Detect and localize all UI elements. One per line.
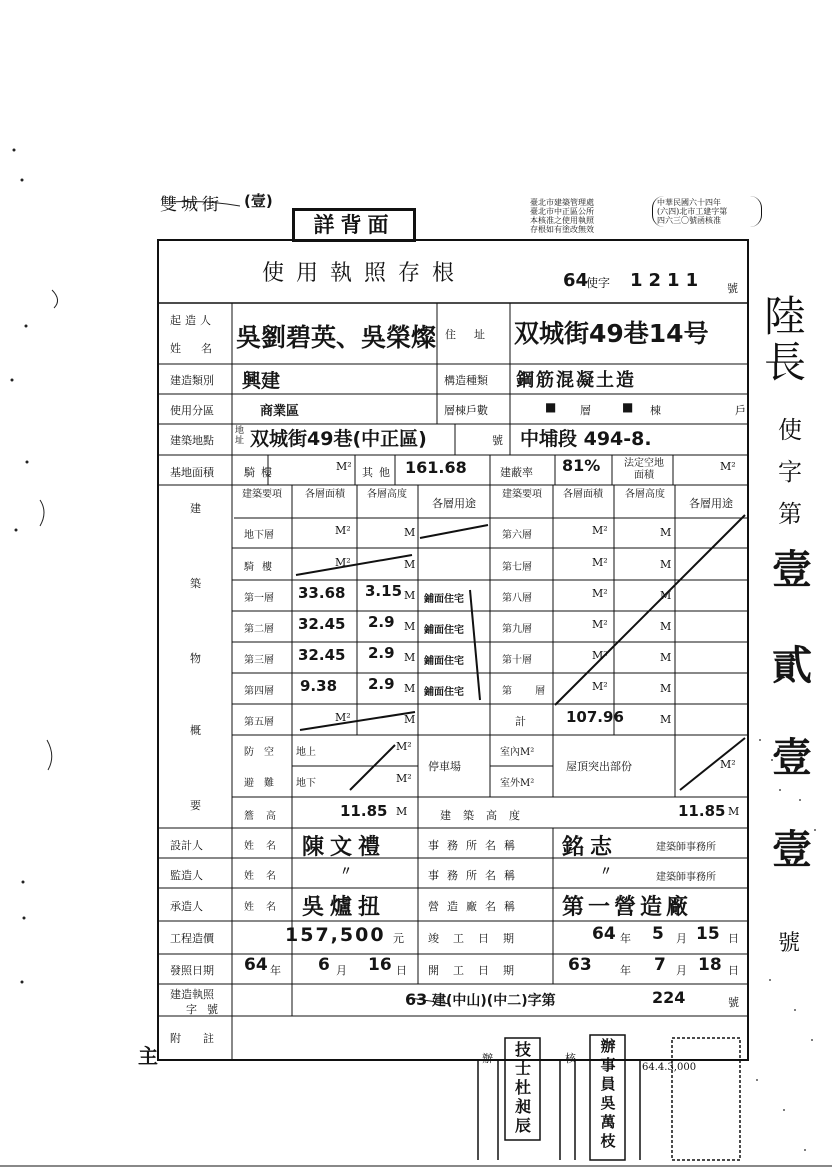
designer-name: 陳文禮	[302, 835, 387, 860]
margin-mark: 主	[138, 1044, 158, 1068]
handled-label: 辦	[482, 1052, 493, 1065]
right-edge-small-3: 第	[778, 500, 802, 528]
designer-office: 銘志	[562, 835, 619, 860]
eaves-unit: M	[396, 805, 408, 818]
finish-month: 5	[652, 924, 664, 944]
shelter-label-bottom: 避難	[244, 778, 284, 789]
designer-office-suffix: 建築師事務所	[656, 842, 716, 853]
right-edge-seal-4: 壹	[772, 827, 812, 873]
right-edge-big-2: 長	[764, 338, 807, 387]
summary-side-label-2: 築	[190, 577, 201, 590]
permit-number: 1211	[630, 270, 705, 291]
structure-label: 構造種類	[444, 374, 488, 387]
contractor-factory-label: 營造廠名稱	[428, 900, 523, 913]
floor-count-mark: ■	[545, 400, 557, 414]
right-edge-big-1: 陸	[764, 292, 807, 341]
finish-year: 64	[592, 924, 616, 944]
start-label: 開工日期	[428, 964, 528, 977]
contractor-role: 承造人	[170, 900, 203, 913]
contractor-factory: 第一營造廠	[562, 895, 693, 920]
parking-outdoor: 室外M²	[500, 778, 535, 789]
site-prefix: 地址	[235, 426, 245, 446]
shelter-above-unit: M²	[396, 740, 412, 753]
land-arcade-unit: M²	[336, 460, 352, 473]
header-right-use: 各層用途	[689, 497, 733, 510]
note-label: 附註	[170, 1032, 236, 1045]
cost-unit: 元	[393, 932, 404, 945]
permit-number-suffix: 號	[727, 282, 738, 295]
start-year: 63	[568, 955, 592, 975]
coverage-label: 建蔽率	[500, 466, 533, 479]
header-left-use: 各層用途	[432, 497, 476, 510]
summary-side-label-4: 概	[190, 724, 201, 737]
approval-note: 臺北市建築管理處 臺北市中正區公所 本核准之使用執照 存根如有塗改無效	[530, 198, 594, 234]
supervisor-office-suffix: 建築師事務所	[656, 872, 716, 883]
designer-office-label: 事務所名稱	[428, 839, 523, 852]
lot-value: 中埔段 494-8.	[520, 428, 652, 450]
right-edge-small-1: 使	[778, 416, 802, 444]
building-height-unit: M	[728, 805, 740, 818]
site-label: 建築地點	[170, 434, 214, 447]
header-left-item: 建築要項	[242, 489, 282, 500]
header-right-item: 建築要項	[502, 489, 542, 500]
permit-number-prefix: 64	[563, 270, 589, 291]
issue-year: 64	[244, 955, 268, 975]
coverage-value: 81%	[562, 456, 601, 475]
lot-label: 號	[492, 434, 503, 447]
supervisor-name-mark: 〃	[340, 864, 353, 878]
building-height-value: 11.85	[678, 802, 726, 820]
designer-name-label: 姓名	[244, 841, 288, 852]
supervisor-office-label: 事務所名稱	[428, 869, 523, 882]
summary-side-label-1: 建	[190, 502, 201, 515]
start-month: 7	[654, 955, 666, 975]
permit-label-bottom: 字號	[186, 1003, 228, 1016]
district-label: 雙城街	[160, 195, 223, 215]
address-value: 双城街49巷14号	[514, 319, 709, 348]
detail-overleaf-stamp: 詳背面	[292, 208, 416, 242]
permit-label-top: 建造執照	[170, 988, 214, 1001]
permit-suffix: 號	[728, 996, 739, 1009]
issue-day-unit: 日	[396, 964, 407, 977]
issue-month: 6	[318, 955, 330, 975]
builder-label-top: 起造人	[170, 314, 215, 327]
bldg-unit: 棟	[650, 404, 661, 417]
roof-label: 屋頂突出部份	[566, 760, 632, 773]
floors-label: 層棟戶數	[444, 404, 488, 417]
land-other-value: 161.68	[405, 458, 467, 477]
approval-note-paren: 中華民國六十四年 (六四)北市工建字第 四六三〇號函核准	[652, 196, 762, 227]
start-day-unit: 日	[728, 964, 739, 977]
header-left-area: 各層面積	[305, 489, 345, 500]
summary-side-label-5: 要	[190, 799, 201, 812]
district-mark: (壹)	[244, 192, 273, 210]
technician-stamp: 技 士 杜 昶 辰	[514, 1040, 531, 1135]
contractor-name-label: 姓名	[244, 902, 288, 913]
issue-month-unit: 月	[336, 964, 347, 977]
permit-number-char: 使字	[586, 276, 611, 290]
header-left-height: 各層高度	[367, 489, 407, 500]
bldg-count-mark: ■	[622, 400, 634, 414]
shelter-below-unit: M²	[396, 772, 412, 785]
right-edge-small-2: 字	[778, 458, 802, 486]
cost-value: 157,500	[285, 924, 386, 946]
issue-label: 發照日期	[170, 964, 214, 977]
form-title: 使用執照存根	[262, 261, 467, 286]
structure-value: 鋼筋混凝土造	[516, 370, 636, 391]
parking-indoor: 室內M²	[500, 747, 535, 758]
issue-year-unit: 年	[270, 964, 281, 977]
header-right-height: 各層高度	[625, 489, 665, 500]
cost-label: 工程造價	[170, 932, 214, 945]
right-edge-seal-3: 壹	[772, 735, 812, 781]
builder-label-bottom: 姓名	[170, 342, 232, 355]
address-label: 住址	[445, 328, 503, 341]
land-other: 其他	[362, 466, 396, 479]
land-label: 基地面積	[170, 466, 214, 479]
finish-year-unit: 年	[620, 932, 631, 945]
build-type-value: 興建	[242, 370, 281, 392]
summary-side-label-3: 物	[190, 652, 201, 665]
header-right-area: 各層面積	[563, 489, 603, 500]
right-edge-seal-2: 貳	[772, 643, 812, 689]
builder-name: 吳劉碧英、吳榮燦	[236, 323, 437, 352]
site-value: 双城街49巷(中正區)	[250, 428, 427, 450]
finish-label: 竣工日期	[428, 932, 528, 945]
print-mark: 64.4.3,000	[642, 1062, 697, 1073]
shelter-below: 地下	[296, 778, 316, 789]
permit-mid: 建(中山)(中二)字第	[432, 993, 556, 1009]
clerk-stamp: 辦 事 員 吳 萬 枝	[600, 1037, 616, 1150]
land-arcade: 騎樓	[244, 466, 278, 479]
zone-label: 使用分區	[170, 404, 214, 417]
checked-label: 核	[565, 1052, 576, 1065]
finish-month-unit: 月	[676, 932, 687, 945]
permit-num: 224	[652, 988, 686, 1007]
finish-day-unit: 日	[728, 932, 739, 945]
supervisor-name-label: 姓名	[244, 871, 288, 882]
legal-open-label: 法定空地面積	[624, 458, 664, 481]
permit-prefix: 63	[405, 990, 428, 1009]
build-type-label: 建造類別	[170, 374, 214, 387]
issue-day: 16	[368, 955, 392, 975]
finish-day: 15	[696, 924, 720, 944]
supervisor-role: 監造人	[170, 869, 203, 882]
supervisor-office-mark: 〃	[600, 864, 613, 878]
building-height-label: 建築高度	[440, 809, 532, 822]
shelter-label-top: 防空	[244, 747, 284, 758]
right-edge-end: 號	[778, 931, 801, 956]
start-day: 18	[698, 955, 722, 975]
eaves-label: 簷高	[244, 811, 288, 822]
roof-unit: M²	[720, 758, 736, 771]
unit-unit: 戶	[735, 404, 746, 417]
zone-value: 商業區	[260, 404, 300, 419]
parking-label: 停車場	[428, 760, 461, 773]
floor-unit: 層	[580, 404, 591, 417]
start-month-unit: 月	[676, 964, 687, 977]
legal-open-unit: M²	[720, 460, 736, 473]
contractor-name: 吳爐扭	[302, 895, 387, 920]
start-year-unit: 年	[620, 964, 631, 977]
eaves-value: 11.85	[340, 802, 388, 820]
right-edge-seal-1: 壹	[772, 547, 812, 593]
shelter-above: 地上	[296, 747, 316, 758]
designer-role: 設計人	[170, 839, 203, 852]
